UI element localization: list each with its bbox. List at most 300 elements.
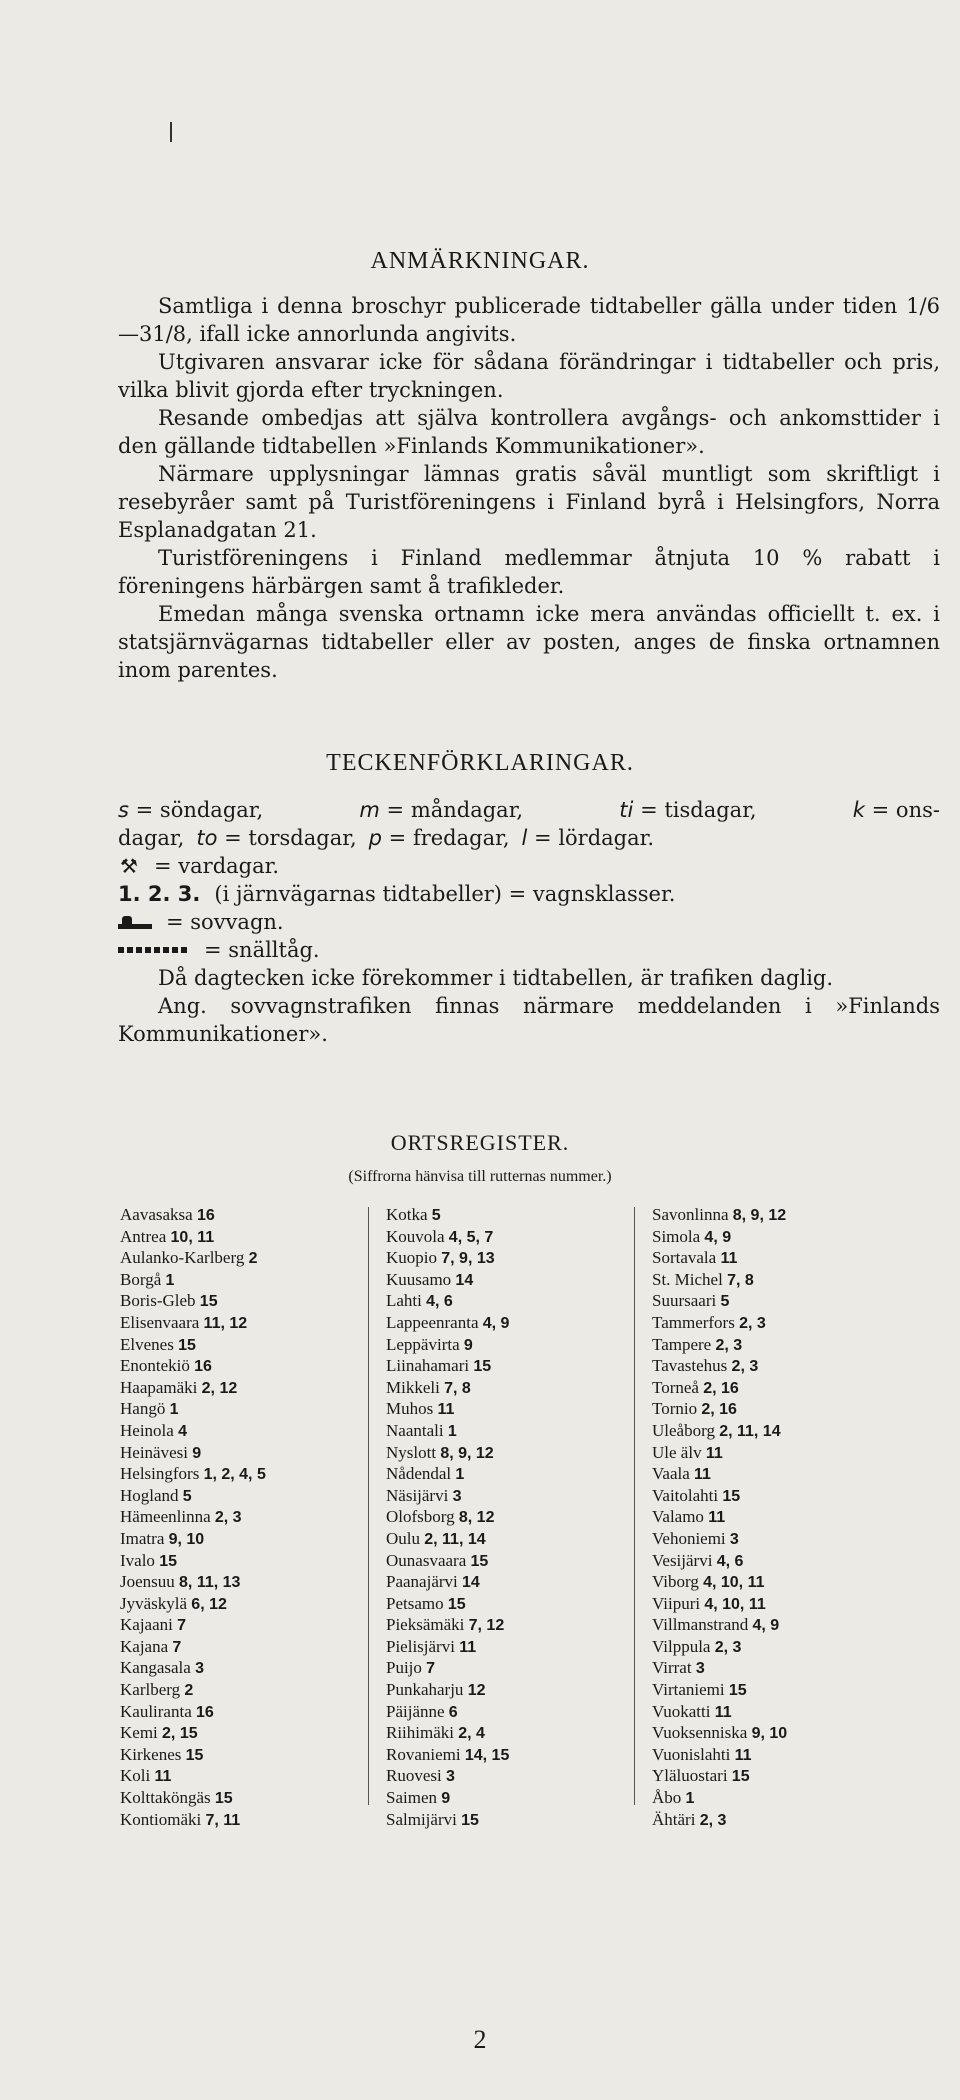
legend-title: TECKENFÖRKLARINGAR. [326,750,634,776]
place-name: Jyväskylä [120,1593,192,1613]
legend-symbol: m [359,798,380,822]
register-entry [386,1291,509,1313]
legend-text: dagar, [118,826,185,850]
register-entry [386,1702,509,1724]
register-entry [120,1464,266,1486]
register-entry [120,1270,266,1292]
page-number: 2 [473,2025,487,2054]
place-name: Kajana [120,1636,173,1656]
register-entry [652,1615,787,1637]
route-numbers: 7, 8 [727,1271,754,1289]
place-name: Boris-Gleb [120,1291,200,1311]
place-name: Vuonislahti [652,1744,735,1764]
route-numbers: 2, 16 [701,1401,737,1419]
place-name: Kotka [386,1205,432,1224]
place-name: Uleåborg [652,1420,720,1440]
place-name: Elisenvaara [120,1312,204,1332]
place-name: Heinola [120,1420,179,1440]
register-entry [386,1399,509,1421]
legend-row-sleeper [118,908,940,936]
register-entry [652,1205,787,1227]
legend-text: = söndagar, [135,798,264,822]
register-entry [652,1810,787,1832]
sleeper-car-icon [118,915,152,929]
register-entry [386,1335,509,1357]
register-entry [386,1507,509,1529]
route-numbers: 2, 11, 14 [424,1530,486,1548]
route-numbers: 5 [720,1293,730,1311]
register-entry [120,1313,266,1335]
route-numbers: 7, 8 [444,1379,471,1397]
register-entry [652,1421,787,1443]
place-name: Vesijärvi [652,1550,717,1570]
route-numbers: 15 [214,1790,233,1808]
route-numbers: 15 [731,1768,750,1786]
route-numbers: 15 [447,1595,466,1613]
route-numbers: 4, 6 [716,1552,744,1570]
route-numbers: 11 [720,1250,738,1268]
register-entry [120,1572,266,1594]
register-entry [652,1551,787,1573]
register-entry [386,1788,509,1810]
register-entry [120,1335,266,1357]
route-numbers: 15 [159,1552,177,1570]
place-name: Viborg [652,1572,704,1592]
route-numbers: 11 [154,1768,172,1786]
register-entry [120,1356,266,1378]
route-numbers: 2, 16 [703,1379,739,1397]
register-entry [652,1658,787,1680]
route-numbers: 15 [473,1358,492,1376]
route-numbers: 1 [165,1271,175,1289]
legend-symbol: to [196,826,218,850]
place-name: Nådendal [386,1464,456,1484]
place-name: Hämeenlinna [120,1507,215,1527]
notes-paragraph: Emedan många svenska ortnamn icke mera användas officiellt t. ex. i statsjärnvägarnas tidtabeller eller av posten, anges de finska ortnamnen inom parentes. [118,602,940,682]
route-numbers: 9 [463,1336,473,1354]
register-entry [120,1378,266,1400]
route-numbers: 7 [177,1617,187,1635]
place-name: Kontiomäki [120,1809,206,1829]
route-numbers: 8, 9, 12 [440,1444,494,1462]
place-name: Vaala [652,1464,695,1484]
place-name: Virrat [652,1658,696,1678]
place-name: Vuoksenniska [652,1723,752,1743]
route-numbers: 7, 12 [468,1617,505,1635]
place-name: Kemi [120,1723,163,1743]
place-name: Riihimäki [386,1723,459,1743]
place-name: Kirkenes [120,1744,186,1764]
route-numbers: 2, 15 [162,1725,198,1743]
route-numbers: 1 [447,1422,457,1440]
place-name: Imatra [120,1528,169,1548]
route-numbers: 2 [248,1250,258,1268]
register-entry [120,1594,266,1616]
route-numbers: 11 [714,1703,732,1721]
route-numbers: 11 [734,1746,752,1764]
route-numbers: 1 [685,1790,695,1808]
route-numbers: 14 [462,1574,480,1592]
place-name: Kouvola [386,1226,449,1246]
register-title: ORTSREGISTER. [390,1130,570,1155]
place-name: Olofsborg [386,1507,459,1527]
register-entry [652,1572,787,1594]
route-numbers: 7, 11 [205,1811,241,1829]
route-numbers: 2, 3 [214,1509,242,1527]
register-entry [120,1486,266,1508]
register-subtitle: (Siffrorna hänvisa till rutternas nummer.) [348,1168,612,1185]
register-entry [386,1486,509,1508]
route-numbers: 14, 15 [464,1746,510,1764]
legend-body [118,796,940,1048]
place-name: Vilppula [652,1636,715,1656]
legend-text: = torsdagar, [224,826,357,850]
legend-symbol: s [118,798,129,822]
route-numbers: 2, 3 [731,1358,759,1376]
notes-body [118,292,940,684]
route-numbers: 3 [729,1530,739,1548]
route-numbers: 4, 10, 11 [704,1595,766,1613]
legend-row-classes [118,880,940,908]
route-numbers: 9, 10 [168,1530,205,1548]
register-entry [386,1356,509,1378]
register-entry [120,1205,266,1227]
notes-paragraph: Närmare upplysningar lämnas gratis såväl muntligt som skriftligt i resebyråer samt på Turistföreningens i Finland byrå i Helsingfors, Norra Esplanadgatan 21. [118,462,940,542]
place-name: Lappeenranta [386,1312,483,1332]
place-name: Joensuu [120,1572,180,1592]
place-name: Hangö [120,1399,170,1419]
register-entry [652,1378,787,1400]
route-numbers: 3 [452,1487,462,1505]
register-entry [120,1443,266,1465]
route-numbers: 2, 3 [715,1336,743,1354]
place-name: Koli [120,1766,155,1786]
legend-row-express [118,936,940,964]
register-entry [652,1313,787,1335]
register-entry [386,1529,509,1551]
route-numbers: 12 [467,1682,486,1700]
register-entry [386,1615,509,1637]
route-numbers: 15 [178,1336,196,1354]
place-name: Elvenes [120,1334,179,1354]
place-name: Vuokatti [652,1701,715,1721]
place-name: Kuopio [386,1248,442,1268]
register-entry [386,1227,509,1249]
route-numbers: 2, 3 [699,1811,727,1829]
place-name: Tavastehus [652,1356,732,1376]
register-entry [652,1723,787,1745]
place-name: Liinahamari [386,1356,474,1376]
register-entry [120,1248,266,1270]
legend-symbol: ti [619,798,634,822]
register-entry [120,1810,266,1832]
crossed-hammers-icon: ⚒ [120,854,138,878]
route-numbers: 15 [728,1682,747,1700]
register-entry [386,1270,509,1292]
place-name: Petsamo [386,1593,448,1613]
register-column-3 [652,1205,787,1831]
place-name: Päijänne [386,1701,449,1721]
register-entry [652,1443,787,1465]
route-numbers: 4 [178,1422,187,1440]
route-numbers: 8, 9, 12 [732,1207,787,1224]
register-entry [120,1723,266,1745]
register-entry [120,1702,266,1724]
register-entry [652,1464,787,1486]
register-entry [120,1529,266,1551]
route-numbers: 1 [169,1401,179,1419]
register-entry [120,1615,266,1637]
legend-row-days-2 [118,824,940,852]
express-train-icon [118,947,188,953]
route-numbers: 11 [708,1509,726,1527]
column-divider [634,1207,635,1805]
register-entry [120,1745,266,1767]
place-name: Naantali [386,1420,448,1440]
legend-row-days-1 [118,796,940,824]
route-numbers: 11 [694,1466,711,1484]
route-numbers: 6 [448,1703,458,1721]
register-entry [652,1788,787,1810]
route-numbers: 11 [459,1638,477,1656]
route-numbers: 6, 12 [191,1595,227,1613]
place-name: Ähtäri [652,1809,700,1829]
place-name: Rovaniemi [386,1744,465,1764]
place-name: Pielisjärvi [386,1636,460,1656]
legend-text: = lördagar. [534,826,655,850]
register-entry [120,1399,266,1421]
register-entry [386,1443,509,1465]
register-column-1 [120,1205,266,1831]
place-name: Punkaharju [386,1680,468,1700]
register-entry [652,1529,787,1551]
register-entry [386,1551,509,1573]
register-entry [652,1637,787,1659]
place-name: Kajaani [120,1615,178,1635]
register-entry [120,1421,266,1443]
place-name: Helsingfors [120,1464,204,1484]
place-name: St. Michel [652,1269,728,1289]
place-name: Viipuri [652,1593,705,1613]
register-entry [120,1637,266,1659]
route-numbers: 7 [426,1660,436,1678]
route-numbers: 11 [705,1444,723,1462]
route-numbers: 4, 6 [426,1293,453,1311]
place-name: Lahti [386,1291,427,1311]
route-numbers: 3 [695,1660,705,1678]
place-name: Borgå [120,1269,166,1289]
route-numbers: 3 [195,1660,204,1678]
place-name: Åbo [652,1788,686,1808]
place-name: Aulanko-Karlberg [120,1248,249,1268]
stray-mark [170,122,172,142]
register-entry [386,1313,509,1335]
place-name: Valamo [652,1507,709,1527]
place-name: Ounasvaara [386,1550,471,1570]
legend-symbol: k [852,798,865,822]
place-name: Puijo [386,1658,427,1678]
register-column-2 [386,1205,509,1831]
place-name: Ivalo [120,1550,160,1570]
route-numbers: 9, 10 [751,1725,788,1743]
place-name: Ruovesi [386,1766,446,1786]
register-entry [120,1291,266,1313]
place-name: Enontekiö [120,1356,195,1376]
place-name: Nyslott [386,1442,441,1462]
legend-text: = ons- [871,798,940,822]
place-name: Vaitolahti [652,1485,723,1505]
legend-text: = måndagar, [386,798,524,822]
register-entry [652,1594,787,1616]
route-numbers: 8, 11, 13 [179,1574,241,1592]
register-entry [120,1766,266,1788]
register-entry [386,1658,509,1680]
place-name: Aavasaksa [120,1205,197,1224]
place-name: Savonlinna [652,1205,733,1224]
legend-symbol: p [368,826,382,850]
route-numbers: 5 [431,1207,441,1224]
legend-symbol: 1. 2. 3. [118,882,201,906]
route-numbers: 10, 11 [170,1228,215,1246]
route-numbers: 7 [172,1638,182,1656]
route-numbers: 11, 12 [203,1314,248,1332]
register-entry [386,1680,509,1702]
place-name: Sortavala [652,1248,721,1268]
route-numbers: 15 [722,1487,741,1505]
route-numbers: 2, 3 [714,1638,742,1656]
register-entry [386,1637,509,1659]
place-name: Mikkeli [386,1377,445,1397]
register-entry [652,1507,787,1529]
register-entry [386,1421,509,1443]
register-entry [386,1205,509,1227]
route-numbers: 15 [199,1293,218,1311]
register-entry [120,1680,266,1702]
register-entry [386,1723,509,1745]
legend-sleeper-note: Ang. sovvagnstrafiken finnas närmare meddelanden i »Finlands Kommunikationer». [118,994,940,1046]
legend-daily-note: Då dagtecken icke förekommer i tidtabellen, är trafiken daglig. [158,966,834,990]
place-name: Näsijärvi [386,1485,453,1505]
legend-symbol: l [521,826,528,850]
register-entry [652,1291,787,1313]
place-name: Simola [652,1226,705,1246]
route-numbers: 2, 3 [739,1314,766,1332]
register-entry [652,1745,787,1767]
legend-text: = tisdagar, [640,798,757,822]
register-entry [386,1572,509,1594]
route-numbers: 11 [437,1401,455,1419]
column-divider [368,1207,369,1805]
route-numbers: 16 [194,1358,212,1376]
register-entry [652,1248,787,1270]
route-numbers: 15 [461,1811,479,1829]
place-name: Heinävesi [120,1442,193,1462]
route-numbers: 2, 4 [458,1725,485,1743]
place-name: Muhos [386,1399,438,1419]
legend-text: = sovvagn. [166,910,284,934]
route-numbers: 16 [196,1207,215,1224]
legend-text: = fredagar, [388,826,510,850]
register-entry [652,1227,787,1249]
register-entry [120,1788,266,1810]
route-numbers: 1, 2, 4, 5 [203,1466,266,1484]
register-entry [652,1702,787,1724]
route-numbers: 9 [441,1790,451,1808]
place-name: Tampere [652,1334,716,1354]
route-numbers: 15 [470,1552,489,1570]
register-entry [386,1766,509,1788]
notes-paragraph: Utgivaren ansvarar icke för sådana förändringar i tidtabeller och pris, vilka blivit gjorda efter tryckningen. [118,350,940,402]
place-name: Leppävirta [386,1334,464,1354]
register-entry [386,1248,509,1270]
place-name: Kauliranta [120,1701,196,1721]
register-entry [652,1335,787,1357]
route-numbers: 4, 10, 11 [703,1574,765,1592]
place-name: Kuusamo [386,1269,456,1289]
route-numbers: 7, 9, 13 [441,1250,495,1268]
place-name: Villmanstrand [652,1615,753,1635]
place-name: Suursaari [652,1291,721,1311]
route-numbers: 2, 12 [201,1379,238,1397]
register-entry [652,1270,787,1292]
register-entry [386,1464,509,1486]
place-name: Yläluostari [652,1766,732,1786]
notes-paragraph: Turistföreningens i Finland medlemmar åtnjuta 10 % rabatt i föreningens härbärgen samt å trafikleder. [118,546,940,598]
place-name: Kolttaköngäs [120,1788,215,1808]
register-entry [652,1356,787,1378]
place-name: Kangasala [120,1658,196,1678]
legend-text: (i järnvägarnas tidtabeller) = vagnsklasser. [214,882,676,906]
notes-paragraph: Resande ombedjas att själva kontrollera avgångs- och ankomsttider i den gällande tidtabellen »Finlands Kommunikationer». [118,406,940,458]
route-numbers: 5 [182,1487,192,1505]
route-numbers: 4, 9 [752,1617,780,1635]
place-name: Hogland [120,1485,183,1505]
place-name: Salmijärvi [386,1809,462,1829]
place-name: Oulu [386,1528,425,1548]
place-name: Torneå [652,1377,704,1397]
place-name: Saimen [386,1788,442,1808]
place-name: Haapamäki [120,1377,202,1397]
register-entry [386,1378,509,1400]
route-numbers: 2, 11, 14 [719,1422,781,1440]
route-numbers: 4, 5, 7 [448,1228,494,1246]
register-entry [386,1745,509,1767]
route-numbers: 14 [455,1271,474,1289]
register-entry [652,1399,787,1421]
route-numbers: 1 [455,1466,465,1484]
register-entry [120,1658,266,1680]
legend-text: = vardagar. [154,854,280,878]
register-entry [120,1227,266,1249]
place-name: Karlberg [120,1680,185,1700]
route-numbers: 4, 9 [704,1228,732,1246]
route-numbers: 4, 9 [482,1314,510,1332]
legend-text: = snälltåg. [204,938,320,962]
register-entry [652,1486,787,1508]
legend-row-weekday [118,852,940,880]
place-name: Pieksämäki [386,1615,469,1635]
place-name: Ule älv [652,1442,706,1462]
notes-paragraph: Samtliga i denna broschyr publicerade tidtabeller gälla under tiden 1/6—31/8, ifall icke annorlunda angivits. [118,294,940,346]
notes-title: ANMÄRKNINGAR. [370,248,590,274]
place-name: Vehoniemi [652,1528,730,1548]
route-numbers: 15 [185,1746,204,1764]
register-entry [652,1766,787,1788]
route-numbers: 2 [184,1682,194,1700]
register-entry [120,1507,266,1529]
register-entry [386,1810,509,1832]
route-numbers: 3 [445,1768,455,1786]
